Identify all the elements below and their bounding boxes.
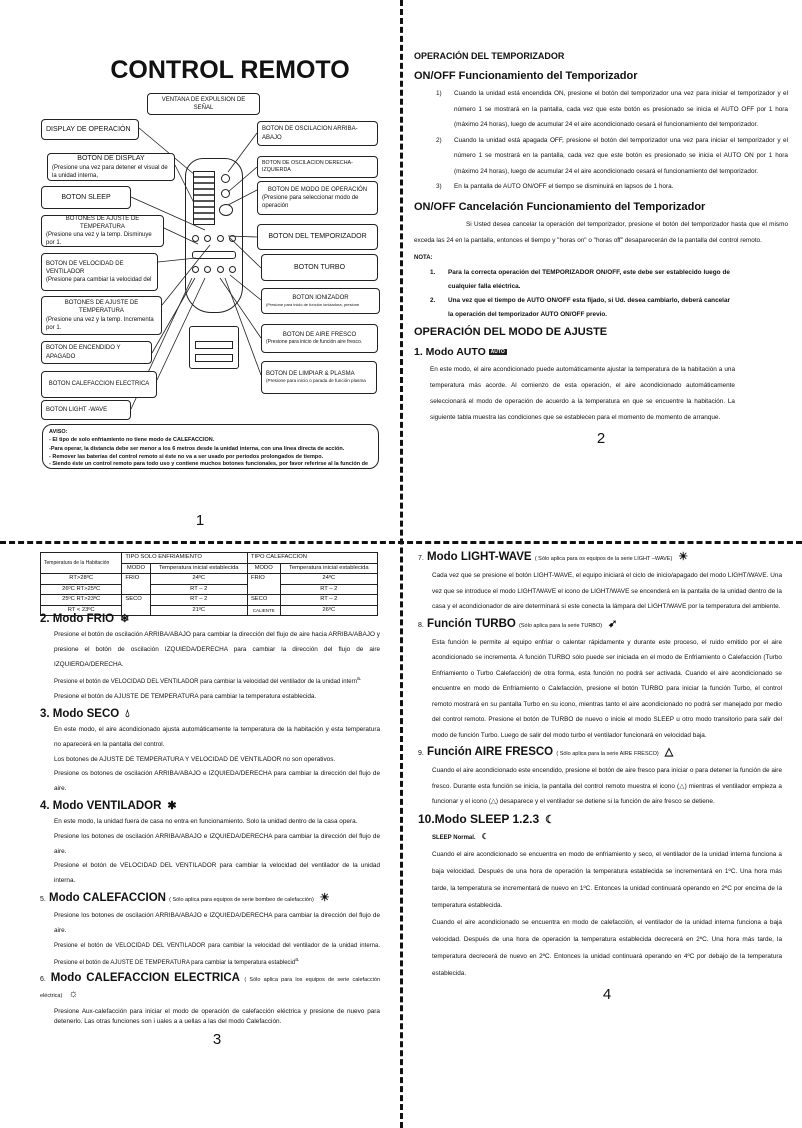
section-number: 8. <box>418 621 424 629</box>
footnote-mark: a. <box>295 957 300 964</box>
paragraph: Cada vez que se presione el botón LIGHT-WAVE, el equipo iniciará el ciclo de inicio/apagado del modo LIGHT/WAVE. Una vez que se introduce el modo LIGHT/WAVE el icono de LIGHT/WAVE se encenderá en la pantalla de la unidad dentro de la casa y el acondicionador de aire determinará si este conecta la lámpara del LIGHT/WAVE por la temperatura del ambiente. <box>432 572 782 610</box>
paragraph: Presione el botón de VELOCIDAD DEL VENTILADOR para cambiar la velocidad del ventilador de la unidad interna. Presione el botón de AJUSTE DE TEMPERATURA para cambiar la temperatura establecid <box>54 942 380 967</box>
page-number: 2 <box>596 429 606 447</box>
paragraph: Presione os botones de oscilación ARRIBA/ABAJO e IZQUIEDA/DERECHA para cambiar la dirección del flujo de aire. <box>54 770 380 793</box>
callout-desc: (Presione para seleccionar modo de operación <box>262 194 359 210</box>
paragraph: Presione el botón de VELOCIDAD DEL VENTILADOR para cambiar la velocidad del ventilador de la unidad intern <box>54 679 357 686</box>
callout-desc: (Presione una vez y la temp. Incrementa por 1. <box>46 316 154 331</box>
page-title: CONTROL REMOTO <box>110 56 350 84</box>
paragraph: En este modo, el aire acondicionado ajusta automáticamente la temperatura de la habitación y esta temperatura no aparecerá en la pantalla del control. <box>54 725 380 748</box>
table-cell: 26ºC <box>280 605 377 616</box>
callout-swing-left-right-button <box>257 156 378 178</box>
notice-item: - Remover las baterías del control remoto si éste no va a ser usado por periodos prolongados de tiempo. <box>49 453 324 460</box>
section-note: ( Sólo aplica para os equipos de la serie LIGHT –WAVE) <box>534 556 673 562</box>
section-number: 5. <box>40 895 46 903</box>
section-title: Modo LIGHT-WAVE <box>427 551 532 563</box>
callout-label: BOTON TURBO <box>293 263 346 271</box>
paragraph: Cuando el aire acondicionado se encuentra en modo de enfriamiento y seco, el ventilador de la unidad interna funciona a baja velocidad. Después de una hora de operación la temperatura establecida se incrementará en 1ºC. Una hora más tarde, la temperatura se incrementará de nuevo en 1ºC. Entonces la unidad continuará operando en 2ºC por encima de la temperatura establecida. <box>432 851 782 909</box>
fresh-air-icon: △ <box>664 746 674 758</box>
section-title: Modo CALEFACCION ELECTRICA <box>50 972 240 985</box>
sun-icon: ☀ <box>319 891 330 904</box>
table-row <box>41 595 378 606</box>
callout-signal-window <box>147 93 260 115</box>
section-title: Función AIRE FRESCO <box>427 746 554 758</box>
paragraph: Si Usted desea cancelar la operación del temporizador, presione el botón del temporizador hasta que el mismo exceda las 24 en la pantalla, entonces el tiempo y "horas on" o "horas off" desaparecerán de la pantalla del control remoto. <box>414 220 788 244</box>
table-cell: 25ºC RT>23ºC <box>41 595 122 606</box>
table-cell: RT < 23ºC <box>41 605 122 616</box>
table-header: Temperatura inicial establecida <box>150 563 247 574</box>
page-4 <box>418 548 782 1004</box>
paragraph: Presione los botones de oscilación ARRIBA/ABAJO e IZQUIEDA/DERECHA para cambiar la dirección del flujo de aire. <box>54 911 380 934</box>
moon-icon: ☾ <box>481 831 489 841</box>
table-cell: RT – 2 <box>280 584 377 595</box>
callout-label: BOTON DE MODO DE OPERACIÓN <box>267 186 368 193</box>
snowflake-icon: ❄ <box>120 613 130 625</box>
callout-label: BOTON DE LIMPIAR & PLASMA <box>266 371 355 378</box>
callout-label: BOTON DE OSCILACION DERECHA-IZQUIERDA <box>262 159 353 173</box>
page-number: 4 <box>602 986 612 1003</box>
callout-label: BOTON DE VELOCIDAD DE VENTILADOR <box>46 260 124 275</box>
paragraph: Presione los botones de oscilación ARRIBA/ABAJO e IZQUIEDA/DERECHA para cambiar la dirección del flujo de aire. <box>54 832 380 855</box>
electric-heat-icon: ☼ <box>68 988 79 1001</box>
table-cell: SECO <box>247 595 280 606</box>
battery-icon <box>195 341 233 349</box>
callout-display-button <box>47 153 175 181</box>
section-title: 2. Modo FRIO <box>40 613 115 625</box>
paragraph: Cuando el aire acondicionado se encuentra en modo de calefacción, el ventilador de la unidad interna funciona a baja velocidad. Después de una hora de operación la temperatura establecida decrecerá en 2ºC. Una hora más tarde, la temperatura decrecerá de nuevo en 2ºC. Entonces la unidad continuará operando en 4ºC por debajo de la temperatura establecida. <box>432 919 782 977</box>
table-header: Temperatura de la Habitación <box>41 553 122 574</box>
table-cell: 21ºC <box>150 605 247 616</box>
section-title: 4. Modo VENTILADOR <box>40 799 162 812</box>
battery-compartment-illustration <box>189 326 239 369</box>
remote-button-row <box>192 235 236 243</box>
table-cell: RT – 2 <box>150 595 247 606</box>
callout-operation-display <box>41 119 139 140</box>
subsection-heading: ON/OFF Cancelación Funcionamiento del Temporizador <box>414 200 706 213</box>
callout-desc: (Presione para inicio de función ionizadora, presione <box>266 302 360 308</box>
callout-desc: (Presione para inicio o parada de función plasma <box>266 378 366 384</box>
remote-control-illustration <box>185 158 243 313</box>
startup-conditions-table <box>40 552 378 616</box>
callout-label: VENTANA DE EXPULSION DE SEÑAL <box>161 96 246 111</box>
callout-label: BOTONES DE AJUSTE DE TEMPERATURA <box>65 215 140 230</box>
paragraph: Los botones de AJUSTE DE TEMPERATURA Y VELOCIDAD DE VENTILADOR no son operativos. <box>54 755 336 763</box>
fan-icon: ✱ <box>167 799 177 812</box>
note-label: NOTA: <box>414 254 433 261</box>
paragraph: Presione el botón de AJUSTE DE TEMPERATURA para cambiar la temperatura establecida. <box>54 693 317 701</box>
callout-label: BOTON DE OSCILACION ARRIBA-ABAJO <box>262 126 358 141</box>
section-note: ( Sólo aplica para la serie AIRE FRESCO) <box>556 751 659 757</box>
section-title: 10.Modo SLEEP 1.2.3 <box>418 811 540 826</box>
callout-electric-heat-button <box>41 371 157 398</box>
callout-desc: (Presione para inicio de función aire fresco. <box>266 339 363 346</box>
callout-desc: (Presione una vez y la temp. Disminuye por 1. <box>46 232 152 247</box>
callout-mode-button <box>257 181 378 215</box>
paragraph: En este modo, la unidad fuera de casa no entra en funcionamiento. Solo la unidad dentro de la casa opera. <box>54 817 358 825</box>
callout-label: BOTON DE ENCENDIDO Y APAGADO <box>46 345 121 360</box>
table-row <box>41 584 378 595</box>
section-number: 6. <box>40 976 46 984</box>
table-cell: CALIENTE <box>247 605 280 616</box>
vertical-fold-line <box>400 0 403 1128</box>
callout-label: BOTON DE DISPLAY <box>77 155 145 163</box>
callout-label: BOTONES DE AJUSTE DE TEMPERATURA <box>64 300 139 315</box>
subsection-title: SLEEP Normal. <box>432 834 476 841</box>
table-cell: RT – 2 <box>280 595 377 606</box>
callout-temp-down-button <box>41 215 164 247</box>
table-cell: SECO <box>122 595 150 616</box>
table-cell: 24ºC <box>280 574 377 585</box>
callout-label: BOTON SLEEP <box>61 193 111 201</box>
section-note: (Sólo aplica para la serie TURBO) <box>519 622 603 629</box>
section-title: 3. Modo SECO <box>40 707 120 720</box>
auto-mode-icon: AUTO <box>490 348 505 355</box>
section-heading: OPERACIÓN DEL TEMPORIZADOR <box>414 51 565 61</box>
notice-item: -Para operar, la distancia debe ser menor a los 6 metros desde la unidad interna, con una línea directa de acción. <box>49 445 345 452</box>
callout-fresh-air-button <box>261 324 378 353</box>
callout-ionizer-button <box>261 288 380 314</box>
remote-temp-rocker <box>192 251 236 259</box>
list-item: 1) Cuando la unidad está encendida ON, presione el botón del temporizador una vez para iniciar el temporizador y el número 1 se mostrará en la pantalla, cada vez que este botón es presionado se inicia el AUTO OFF por 1 hora (máximo 24 horas), luego de acumular 24 el aire acondicionado cesará el funcionamiento del temporizador. <box>436 90 788 128</box>
paragraph: En este modo, el aire acondicionado puede automáticamente ajustar la temperatura de la habitación a una temperatura más acorde. Al comienzo de esta operación, el aire acondicionado automáticamente seleccionará el modo de operación de acuerdo a la temperatura en que se encuentre la habitación. La siguiente tabla muestra las condiciones que se establecen para el momento de momento de arranque. <box>430 365 735 421</box>
moon-icon: ☾ <box>545 813 556 826</box>
table-cell: RT>28ºC <box>41 574 122 585</box>
subsection-heading: ON/OFF Funcionamiento del Temporizador <box>414 70 638 82</box>
callout-turbo-button <box>261 254 378 281</box>
remote-lcd-display <box>193 171 215 225</box>
callout-fan-speed-button <box>41 253 158 291</box>
notice-item: - El tipo de solo enfriamiento no tiene modo de CALEFACCION. <box>49 437 215 444</box>
callout-sleep-button <box>41 186 131 209</box>
callout-desc: (Presione para cambiar la velocidad del <box>46 277 152 284</box>
section-title: Modo CALEFACCION <box>49 891 166 904</box>
table-cell: 24ºC <box>150 574 247 585</box>
turbo-icon: ➹ <box>608 617 618 630</box>
page-3 <box>40 610 380 1049</box>
note-item: 2. Una vez que el tiempo de AUTO ON/OFF esta fijado, si Ud. desea cambiarlo, deberá cancelar la operación del temporizador AUTO ON/OFF previo. <box>430 296 730 318</box>
paragraph: Esta función le permite al equipo enfriar o calentar rápidamente y durante este proceso, el ruido emitido por el aire acondicionado se incrementa. A función TURBO sólo puede ser iniciada en el modo de Enfriamiento o Calefacción (Turbo Enfriamiento o Turbo Calefacción) de otra forma, esta función no podrá ser activada. Cuando el aire acondicionado se encuentre en modo de Enfriamiento o Calefacción, presione el botón TURBO para iniciar la función Turbo, el control remoto mostrará en su pantalla Turbo en su icono, mientras tanto el aire acondicionado no podrá ser manejado por medio del control remoto. Presione el botón de TURBO de nuevo o inicie el modo SLEEP u otro modo transitorio para salir del modo de función Turbo. Luego de salir del modo turbo el ventilador funcionará en velocidad baja. <box>432 638 782 739</box>
footnote-mark: a. <box>356 676 362 683</box>
table-cell: FRIO <box>247 574 280 595</box>
table-cell: FRIO <box>122 574 150 595</box>
section-title: Función TURBO <box>427 617 516 630</box>
note-item: 1. Para la correcta operación del TEMPORIZADOR ON/OFF, este debe ser establecido luego de cualquier falla eléctrica. <box>430 268 730 290</box>
callout-power-button <box>41 341 152 364</box>
paragraph: Presione el botón de oscilación ARRIBA/ABAJO para cambiar la dirección del flujo de aire hacia ARRIBA/ABAJO y presione el botón de oscilación IZQUIEDA/DERECHA para cambiar la dirección del flujo de aire IZQUIERDA/DERECHA. <box>54 631 380 668</box>
table-row <box>41 574 378 585</box>
callout-label: BOTON CALEFACCION ELECTRICA <box>48 381 150 388</box>
paragraph: Presione Aux-calefacción para iniciar el modo de operación de calefacción eléctrica y presione de nuevo para detenerlo. Las otras funciones son i uales a a uellas a las del modo Calefacción. <box>54 1008 380 1026</box>
callout-light-wave-button <box>41 400 131 420</box>
battery-icon <box>195 354 233 362</box>
table-cell: RT – 2 <box>150 584 247 595</box>
paragraph: Cuando el aire acondicionado este encendido, presione el botón de aire fresco para iniciar o para detener la función de aire fresco. Durante esta función se inicia, la pantalla del control remoto muestra el icono (△) mientras el ventilador empieza a funcionar y el icono (△) desaparece y el ventilador se detiene si la función de aire fresco se detiene. <box>432 767 782 805</box>
paragraph: Presione el botón de VELOCIDAD DEL VENTILADOR para cambiar la velocidad del ventilador de la unidad interna. <box>54 862 380 885</box>
callout-desc: (Presione una vez para detener el visual de la unidad interna, <box>52 164 168 179</box>
table-header: MODO <box>122 563 150 574</box>
horizontal-fold-line <box>0 541 802 544</box>
remote-button <box>221 189 230 198</box>
table-header: TIPO CALEFACCION <box>247 553 377 564</box>
section-note: ( Sólo aplica para equipos de serie bombeo de calefacción) <box>169 896 314 903</box>
section-number: 9. <box>418 750 424 757</box>
remote-mode-button <box>219 204 233 216</box>
callout-swing-up-down-button <box>257 121 378 146</box>
light-wave-icon: ☀ <box>678 551 689 563</box>
table-header: MODO <box>247 563 280 574</box>
notice-box <box>42 424 379 469</box>
page-number: 3 <box>212 1031 222 1049</box>
callout-label: BOTON IONIZADOR <box>292 295 349 302</box>
table-header: TIPO SOLO ENFRIAMIENTO <box>122 553 248 564</box>
callout-clean-plasma-button <box>261 361 377 394</box>
list-item: 2) Cuando la unidad está apagada OFF, presione el botón del temporizador una vez para iniciar el temporizador y el número 1 se mostrará en la pantalla, cada vez que este botón es presionado se inicia el AUTO ON por 1 hora (máximo 24 horas), luego de acumular 24 el aire acondicionado cesará el funcionamiento del temporizador. <box>436 136 788 175</box>
callout-timer-button <box>257 224 378 250</box>
notice-item: - Siendo éste un control remoto para todo uso y contiene muchos botones funcionales, por favor referirse al la función de <box>49 461 369 468</box>
subsection-heading: 1. Modo AUTO <box>414 345 486 358</box>
section-note: ( Sólo aplica para los equipos de serie calefacción eléctrica) <box>40 977 380 1000</box>
callout-label: BOTON DEL TEMPORIZADOR <box>268 233 367 241</box>
callout-label: BOTON DE AIRE FRESCO <box>282 332 357 339</box>
page-2 <box>414 48 788 448</box>
table-cell: 26ºC RT>25ºC <box>41 584 122 595</box>
callout-label: DISPLAY DE OPERACIÓN <box>46 125 131 133</box>
remote-button <box>221 174 230 183</box>
water-drop-icon: 💧︎ <box>125 707 130 720</box>
list-item: 3) En la pantalla de AUTO ON/OFF el tiempo se disminuirá en lapsos de 1 hora. <box>436 183 674 190</box>
section-heading: OPERACIÓN DEL MODO DE AJUSTE <box>414 325 608 338</box>
page-number: 1 <box>195 512 205 529</box>
table-header: Temperatura inicial establecida <box>280 563 377 574</box>
callout-label: BOTON LIGHT -WAVE <box>46 406 108 413</box>
remote-button-row <box>192 266 236 274</box>
notice-title: AVISO: <box>49 429 68 435</box>
section-number: 7. <box>418 555 424 562</box>
callout-temp-up-button <box>41 296 162 335</box>
